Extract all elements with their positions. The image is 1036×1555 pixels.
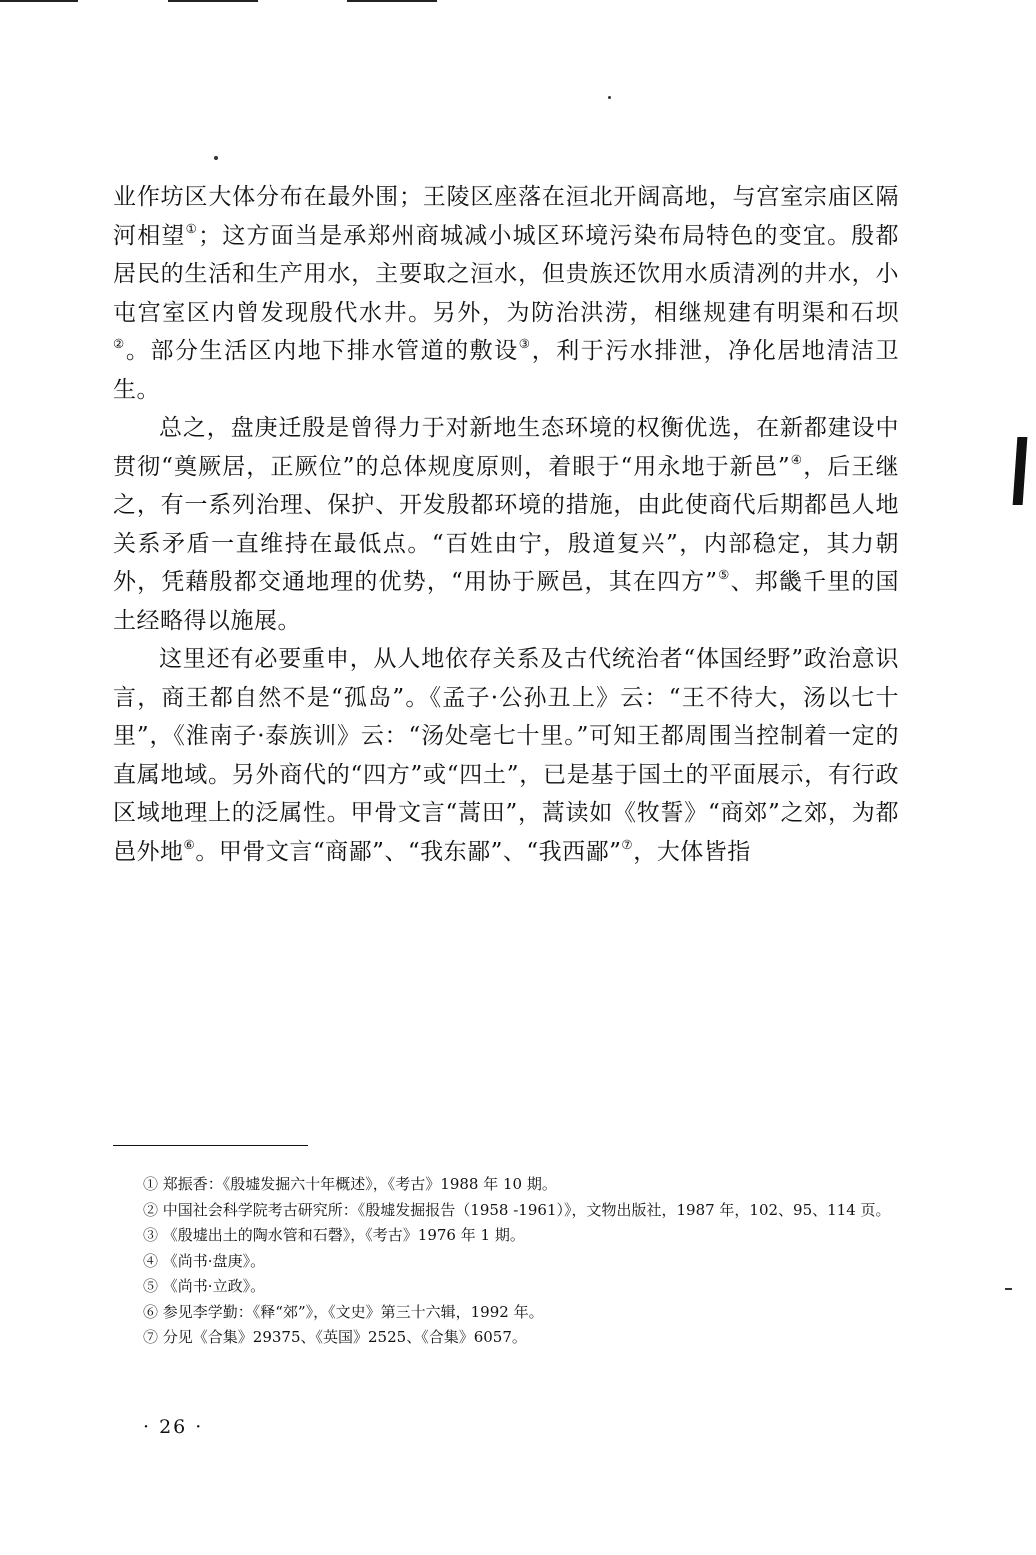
scan-edge-line-2 (168, 0, 258, 2)
paragraph-text: 业作坊区大体分布在最外围；王陵区座落在洹北开阔高地，与宫室宗庙区隔河相望 (113, 184, 899, 249)
footnote-mark: ② (143, 1200, 159, 1219)
paragraph-text: ，后王继之，有一系列治理、保护、开发殷都环境的措施，由此使商代后期都邑人地关系矛盾一直维持在最低点。“百姓由宁，殷道复兴”，内部稳定，其力朝外，凭藉殷都交通地理的优势，“用协于厥邑，其在四方” (113, 453, 899, 595)
footnotes (113, 1172, 899, 1351)
footnote-item (113, 1300, 899, 1326)
footnote-item (113, 1274, 899, 1300)
footnote-ref[interactable]: ⑦ (621, 836, 634, 852)
footnote-ref[interactable]: ⑤ (717, 566, 731, 582)
scan-speck (214, 156, 218, 160)
footnote-text: 郑振香：《殷墟发掘六十年概述》，《考古》1988 年 10 期。 (162, 1175, 557, 1193)
paragraph (113, 640, 899, 871)
footnote-text: 分见《合集》29375、《英国》2525、《合集》6057。 (162, 1328, 527, 1346)
footnote-item (113, 1249, 899, 1275)
paragraph-text: 总之，盘庚迁殷是曾得力于对新地生态环境的权衡优选，在新都建设中贯彻“奠厥居，正厥位”的总体规度原则，着眼于“用永地于新邑” (113, 415, 899, 480)
page-number: · 26 · (143, 1416, 204, 1438)
scan-edge-line-3 (347, 0, 437, 2)
footnote-item (113, 1198, 899, 1224)
footnote-text: 参见李学勤：《释“郊”》，《文史》第三十六辑，1992 年。 (162, 1302, 544, 1321)
paragraph (113, 409, 899, 640)
footnote-ref[interactable]: ③ (518, 335, 532, 351)
footnote-mark: ⑦ (143, 1328, 159, 1346)
footnote-item (113, 1223, 899, 1249)
paragraph-text: 。部分生活区内地下排水管道的敷设 (125, 338, 519, 364)
footnote-text: 《尚书·立政》。 (162, 1277, 266, 1295)
footnote-mark: ④ (143, 1251, 159, 1270)
paragraph-text: 这里还有必要重申，从人地依存关系及古代统治者“体国经野”政治意识言，商王都自然不是“孤岛”。《孟子·公孙丑上》云：“王不待大，汤以七十里”，《淮南子·泰族训》云：“汤处亳七十里。”可知王都周围当控制着一定的直属地域。另外商代的“四方”或“四土”，已是基于国土的平面展示，有行政区域地理上的泛属性。甲骨文言“蒿田”，蒿读如《牧誓》“商郊”之郊，为都邑外地 (113, 646, 899, 865)
footnote-ref[interactable]: ② (113, 335, 126, 351)
paragraph-text: ，大体皆指 (633, 838, 751, 865)
footnote-ref[interactable]: ④ (790, 451, 804, 467)
footnote-mark: ③ (143, 1226, 159, 1244)
footnote-mark: ⑥ (143, 1302, 159, 1321)
footnote-ref[interactable]: ⑥ (183, 836, 196, 852)
paragraph-text: ；这方面当是承郑州商城减小城区环境污染布局特色的变宜。殷都居民的生活和生产用水，主要取之洹水，但贵族还饮用水质清冽的井水，小屯宫室区内曾发现殷代水井。另外，为防治洪涝，相继规建有明渠和石坝 (113, 222, 899, 326)
scan-speck (608, 96, 611, 99)
footnote-text: 《尚书·盘庚》。 (162, 1251, 266, 1270)
margin-mark (1013, 437, 1028, 505)
footnote-separator (113, 1145, 308, 1146)
scan-edge-line-1 (0, 0, 78, 2)
paragraph-text: ，利于污水排泄，净化居地清洁卫生。 (113, 338, 899, 403)
paragraph-text: 、邦畿千里的国土经略得以施展。 (113, 569, 899, 634)
scan-speck (1005, 1288, 1012, 1290)
footnote-item (113, 1325, 899, 1351)
footnote-item (113, 1172, 899, 1198)
footnote-mark: ⑤ (143, 1277, 159, 1295)
paragraph (113, 178, 899, 409)
footnote-mark: ① (143, 1175, 159, 1193)
paragraph-text: 。甲骨文言“商鄙”、“我东鄙”、“我西鄙” (195, 838, 622, 865)
footnote-text: 中国社会科学院考古研究所：《殷墟发掘报告（1958 -1961）》，文物出版社，1987 年，102、95、114 页。 (162, 1200, 891, 1219)
body-text (113, 178, 899, 871)
footnote-text: 《殷墟出土的陶水管和石磬》，《考古》1976 年 1 期。 (162, 1226, 525, 1244)
footnote-ref[interactable]: ① (185, 220, 199, 236)
